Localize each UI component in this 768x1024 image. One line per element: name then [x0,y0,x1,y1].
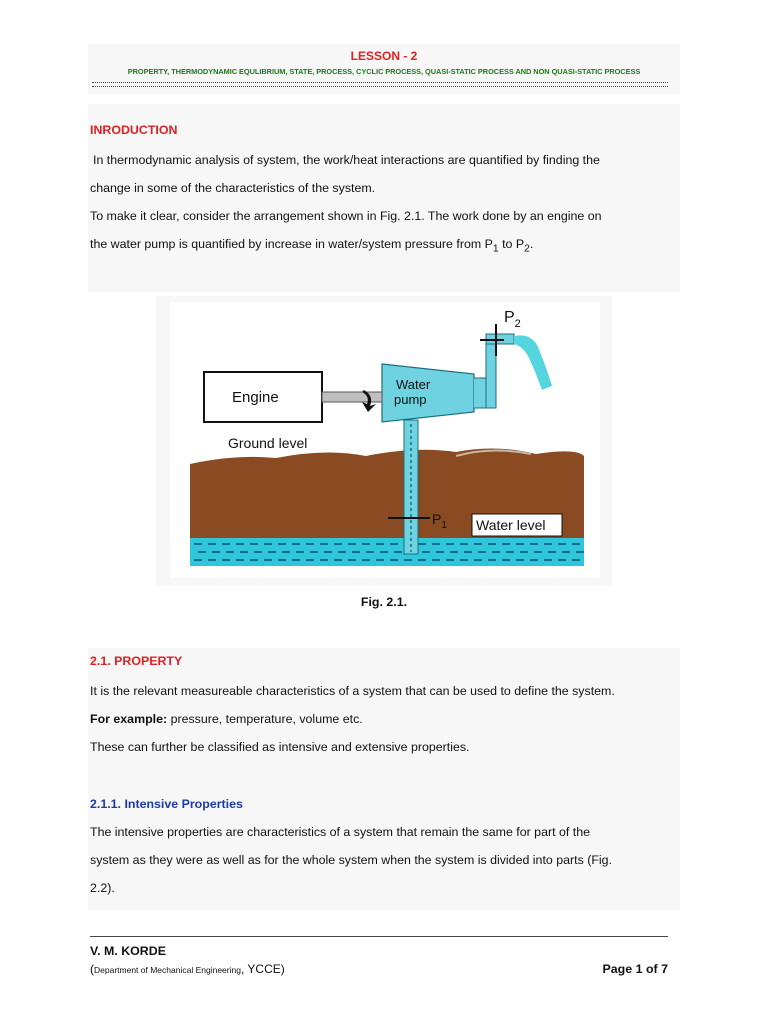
property-example-line [90,705,680,733]
footer-dept-open: ( [90,962,94,976]
p1-label: $P_1$ [432,511,447,531]
water-level-label: Water level [476,517,546,533]
property-line-3: These can further be classified as intensive and extensive properties. [90,740,470,754]
intro-line-4 [90,230,680,263]
header-rule-top [92,82,668,83]
p1-subscript: 1 [492,243,499,255]
footer-dept-rest: , YCCE) [240,962,285,976]
ground-level-label: Ground level [228,435,308,451]
footer-department [90,962,285,976]
pump-diagram [156,296,612,586]
property-heading-text: 2.1. PROPERTY [90,654,183,668]
property-line-1: It is the relevant measureable characteristics of a system that can be used to define the system. [90,684,615,698]
intro-line-4-text-c: . [529,237,534,251]
p2-subscript: 2 [524,243,530,255]
header-rule-bottom [92,86,668,87]
property-heading [90,647,680,675]
footer-dept-name: Department of Mechanical Engineering [94,965,241,975]
example-label: For example: [90,712,168,726]
p2-label: $P_2$ [504,309,521,330]
intensive-line-2: system as they were as well as for the whole system when the system is divided into parts (Fig. [90,853,612,867]
lesson-topics: PROPERTY, THERMODYNAMIC EQULIBRIUM, STATE, PROCESS, CYCLIC PROCESS, QUASI-STATIC PROCESS AND NON QUASI-STATIC PROCESS [127,67,641,76]
pump-label-line1: Water [396,377,431,392]
intensive-heading-text: 2.1.1. Intensive Properties [90,797,243,811]
intensive-line-1: The intensive properties are characteristics of a system that remain the same for part of the [90,825,590,839]
example-text: pressure, temperature, volume etc. [167,712,363,726]
page-total: 7 [661,962,668,976]
page-label: Page [602,962,636,976]
delivery-riser [486,334,496,408]
intro-heading [90,116,680,144]
pump-label-line2: pump [394,392,427,407]
footer-author: V. M. KORDE [90,944,166,958]
lesson-title: LESSON - 2 [350,49,418,63]
intro-line-4-text-b: to P [498,237,525,251]
engine-label: Engine [232,389,279,406]
footer-rule [90,936,668,937]
page-number [603,962,668,976]
intro-line-2: change in some of the characteristics of the system. [90,181,376,195]
drive-shaft [322,392,382,402]
figure-caption: Fig. 2.1. [360,595,408,609]
intro-line-3: To make it clear, consider the arrangement shown in Fig. 2.1. The work done by an engine on [90,209,602,223]
intro-line-1: In thermodynamic analysis of system, the work/heat interactions are quantified by finding the [93,153,600,167]
intensive-heading [90,790,680,818]
intensive-line-3: 2.2). [90,881,115,895]
intro-heading-text: INRODUCTION [90,123,178,137]
page-current: 1 [635,962,643,976]
page-of: of [642,962,662,976]
intro-line-4-text-a: the water pump is quantified by increase in water/system pressure from P [90,237,493,251]
figure-2-1 [156,296,612,586]
